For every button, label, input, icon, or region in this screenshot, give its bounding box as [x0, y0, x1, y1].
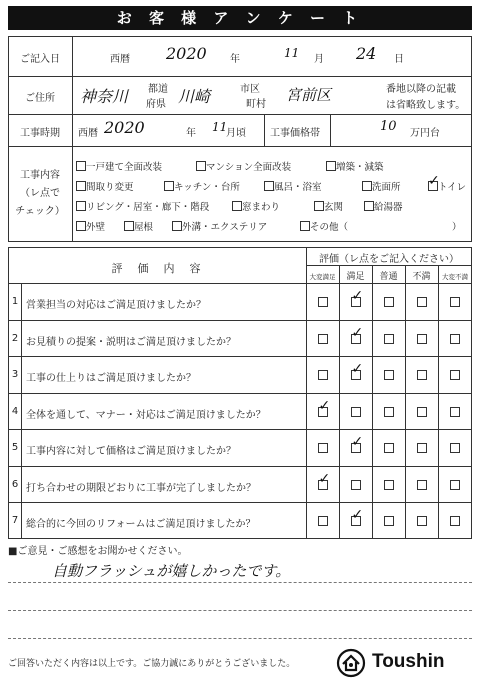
- rating-checkbox[interactable]: [450, 516, 460, 526]
- option-label: 洗面所: [372, 182, 401, 193]
- option-checkbox[interactable]: [362, 181, 372, 191]
- rating-checkbox[interactable]: [384, 443, 394, 453]
- check-mark-icon: ✓: [428, 173, 440, 189]
- option-checkbox[interactable]: [76, 161, 86, 171]
- check-mark-icon: ✓: [351, 324, 364, 341]
- rating-checkbox[interactable]: [417, 516, 427, 526]
- address-city-suffix-2: 町村: [246, 99, 266, 110]
- option-label: その他（: [310, 222, 349, 233]
- rating-checkbox[interactable]: [450, 407, 460, 417]
- rating-checkbox[interactable]: [384, 516, 394, 526]
- option-checkbox[interactable]: [314, 201, 324, 211]
- question-number: 6: [11, 478, 19, 490]
- option-checkbox[interactable]: [76, 201, 86, 211]
- option-label: 一戸建て全面改装: [86, 162, 163, 173]
- option-label: 窓まわり: [242, 202, 281, 213]
- question-text: 全体を通して、マナー・対応はご満足頂けましたか？: [26, 409, 266, 421]
- rating-checkbox[interactable]: [450, 370, 460, 380]
- rating-header: 評価（レ点をご記入ください）: [319, 254, 459, 265]
- construction-month-value[interactable]: 11: [212, 120, 228, 134]
- question-text: 営業担当の対応はご満足頂けましたか？: [26, 300, 206, 311]
- price-range-value[interactable]: 10: [380, 119, 397, 134]
- address-note-line-2: は省略致します。: [386, 100, 466, 111]
- rating-checkbox[interactable]: [351, 480, 361, 490]
- option-label: キッチン・台所: [174, 182, 240, 193]
- rating-checkbox[interactable]: [450, 480, 460, 490]
- question-text: 工事内容に対して価格はご満足頂けましたか？: [26, 446, 236, 458]
- option-label: トイレ: [438, 182, 467, 193]
- option-checkbox[interactable]: [232, 201, 242, 211]
- rating-checkbox[interactable]: [318, 297, 328, 307]
- entry-date-month-value[interactable]: 11: [284, 46, 300, 60]
- rating-checkbox[interactable]: [384, 334, 394, 344]
- address-city-value[interactable]: 川崎: [178, 87, 211, 106]
- question-number: 4: [11, 405, 19, 417]
- rating-neutral-header: 普通: [379, 272, 398, 282]
- option-label: 給湯器: [374, 202, 403, 213]
- footer-thanks: ご回答いただく内容は以上です。ご協力誠にありがとうございました。: [8, 659, 296, 669]
- rating-satisfied-header: 満足: [346, 272, 365, 282]
- price-range-label: 工事価格帯: [270, 128, 320, 139]
- evaluation-header-label: 評 価 内 容: [111, 262, 203, 275]
- entry-date-day-value[interactable]: 24: [356, 44, 377, 63]
- rating-checkbox[interactable]: [450, 443, 460, 453]
- option-label: 屋根: [134, 222, 154, 233]
- address-label: ご住所: [25, 93, 55, 104]
- comments-text[interactable]: 自動フラッシュが嬉しかったです。: [52, 562, 291, 580]
- rating-checkbox[interactable]: [450, 334, 460, 344]
- rating-checkbox[interactable]: [417, 443, 427, 453]
- rating-dissatisfied-header: 不満: [412, 272, 431, 282]
- content-label-line-3: チェック）: [15, 206, 65, 217]
- option-checkbox[interactable]: [76, 221, 86, 231]
- address-city-suffix-1: 市区: [240, 84, 260, 95]
- rating-checkbox[interactable]: [318, 516, 328, 526]
- entry-date-year-value[interactable]: 2020: [166, 44, 207, 63]
- option-checkbox[interactable]: [124, 221, 134, 231]
- option-checkbox[interactable]: [196, 161, 206, 171]
- entry-date-day-unit: 日: [394, 54, 404, 65]
- check-mark-icon: ✓: [351, 288, 364, 304]
- address-pref-suffix-1: 都道: [148, 84, 168, 95]
- question-number: 3: [11, 369, 19, 381]
- rating-very-dissatisfied-header: 大変不満: [442, 273, 468, 281]
- check-mark-icon: ✓: [318, 397, 331, 414]
- entry-date-year-unit: 年: [230, 54, 240, 65]
- check-mark-icon: ✓: [318, 470, 331, 487]
- construction-year-value[interactable]: 2020: [104, 118, 145, 137]
- option-label: 外壁: [86, 222, 106, 233]
- content-label-line-1: 工事内容: [20, 170, 60, 181]
- option-label: 増築・減築: [336, 162, 384, 173]
- rating-checkbox[interactable]: [318, 370, 328, 380]
- price-range-unit: 万円台: [410, 128, 440, 139]
- rating-checkbox[interactable]: [384, 480, 394, 490]
- option-checkbox[interactable]: [326, 161, 336, 171]
- rating-very-satisfied-header: 大変満足: [309, 273, 336, 281]
- rating-checkbox[interactable]: [318, 334, 328, 344]
- option-checkbox[interactable]: [364, 201, 374, 211]
- house-logo-icon: [336, 648, 366, 678]
- rating-checkbox[interactable]: [417, 480, 427, 490]
- rating-checkbox[interactable]: [417, 334, 427, 344]
- address-ward-value[interactable]: 宮前区: [286, 86, 332, 104]
- question-number: 2: [11, 332, 19, 344]
- option-checkbox[interactable]: [164, 181, 174, 191]
- rating-checkbox[interactable]: [351, 407, 361, 417]
- option-label: 風呂・浴室: [274, 182, 322, 193]
- rating-checkbox[interactable]: [450, 297, 460, 307]
- rating-checkbox[interactable]: [417, 407, 427, 417]
- option-label: 外溝・エクステリア: [182, 222, 268, 233]
- option-label: リビング・居室・廊下・階段: [86, 202, 210, 213]
- option-checkbox[interactable]: [264, 181, 274, 191]
- question-text: お見積りの提案・説明はご満足頂けましたか？: [26, 336, 236, 348]
- question-text: 工事の仕上りはご満足頂けましたか？: [26, 373, 196, 385]
- content-label-line-2: （レ点で: [20, 188, 60, 199]
- option-label: 間取り変更: [86, 182, 134, 193]
- entry-date-label: ご記入日: [20, 54, 60, 65]
- construction-period-label: 工事時期: [20, 128, 60, 139]
- comments-label: ■ご意見・ご感想をお聞かせください。: [8, 546, 188, 557]
- option-label: 玄関: [324, 202, 344, 213]
- question-number: 5: [11, 442, 19, 454]
- construction-era: 西暦: [78, 128, 98, 139]
- question-text: 打ち合わせの期限どおりに工事が完了しましたか？: [26, 482, 256, 494]
- rating-checkbox[interactable]: [318, 443, 328, 453]
- option-checkbox[interactable]: [76, 181, 86, 191]
- address-note-line-1: 番地以降の記載: [386, 84, 456, 95]
- rating-checkbox[interactable]: [384, 407, 394, 417]
- rating-checkbox[interactable]: [417, 297, 427, 307]
- other-close-paren: ）: [452, 222, 462, 233]
- option-label: マンション全面改装: [206, 162, 292, 173]
- survey-title: お 客 様 ア ン ケ ー ト: [8, 6, 472, 30]
- question-text: 総合的に今回のリフォームはご満足頂けましたか？: [26, 519, 256, 531]
- address-prefecture-value[interactable]: 神奈川: [80, 87, 129, 106]
- address-pref-suffix-2: 府県: [146, 99, 166, 110]
- entry-date-era: 西暦: [110, 54, 130, 65]
- check-mark-icon: ✓: [351, 507, 364, 524]
- company-logo-text: Toushin: [372, 651, 445, 672]
- rating-checkbox[interactable]: [384, 297, 394, 307]
- option-checkbox[interactable]: [172, 221, 182, 231]
- check-mark-icon: ✓: [351, 434, 364, 451]
- company-logo: [336, 648, 476, 678]
- check-mark-icon: ✓: [351, 361, 364, 378]
- rating-checkbox[interactable]: [384, 370, 394, 380]
- construction-year-unit: 年: [186, 128, 196, 139]
- rating-checkbox[interactable]: [417, 370, 427, 380]
- question-number: 7: [11, 515, 19, 527]
- entry-date-month-unit: 月: [314, 54, 324, 65]
- question-number: 1: [11, 296, 19, 307]
- construction-month-unit: 月頃: [226, 128, 246, 139]
- option-checkbox[interactable]: [300, 221, 310, 231]
